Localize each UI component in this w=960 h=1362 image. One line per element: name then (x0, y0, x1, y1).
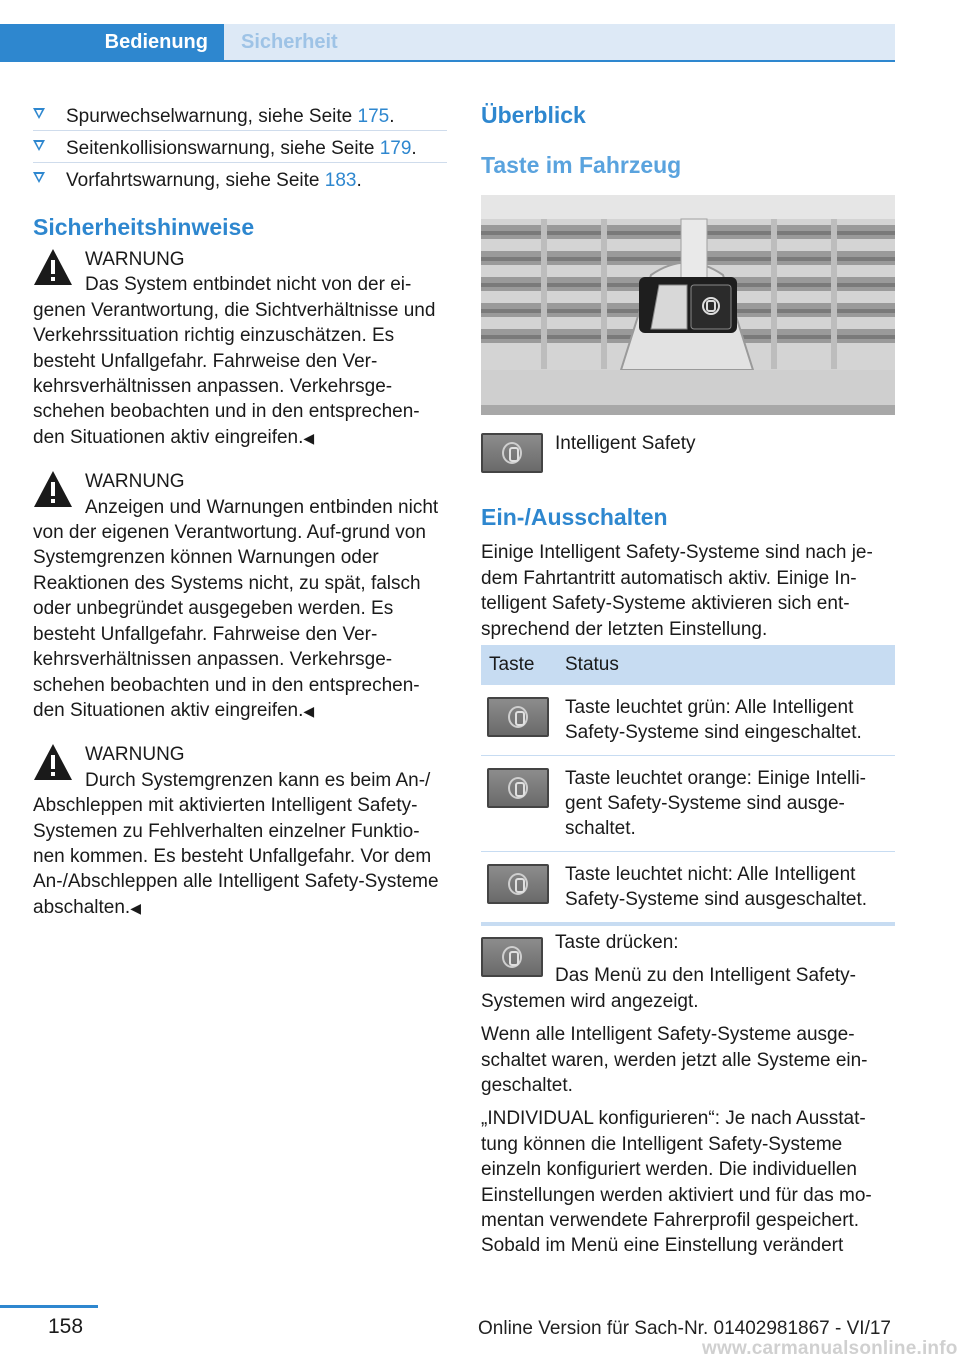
intelligent-safety-button-icon (481, 433, 543, 473)
paragraph: „INDIVIDUAL konfigurieren“: Je nach Ausstat-tung können die Intelligent Safety-Systeme einzeln konfiguriert werden. Die individuellen Einstellungen werden aktiviert und für das mo-mentan verwendete Fahrerprofil gespeichert. Sobald im Menü eine Einstellung verändert (481, 1108, 872, 1257)
table-header-row (481, 645, 895, 685)
watermark: www.carmanualsonline.info (702, 1338, 958, 1359)
status-table (481, 645, 895, 926)
paragraph: Wenn alle Intelligent Safety-Systeme ausge-schaltet waren, werden jetzt alle Systeme ein-geschaltet. (481, 1024, 868, 1097)
warning-label: WARNUNG (85, 471, 185, 493)
triangle-bullet-icon (33, 172, 45, 183)
status-cell: Taste leuchtet grün: Alle Intelligent Safety-Systeme sind eingeschaltet. (557, 685, 895, 756)
onoff-title: Ein-/Ausschalten (481, 504, 668, 530)
page-link[interactable]: 175 (357, 106, 390, 127)
left-column (33, 100, 447, 921)
caption-text: Intelligent Safety (555, 433, 696, 454)
warning-triangle-icon (33, 469, 73, 511)
header-bar (0, 24, 895, 62)
press-instructions (481, 930, 895, 1267)
press-text: Das Menü zu den Intelligent Safety-Systemen wird angezeigt. (481, 965, 857, 1012)
warning-text: Das System entbindet nicht von der ei-genen Verantwortung, die Sichtverhältnisse und Verkehrssituation richtig einzuschätzen. Es besteht Unfallgefahr. Fahrweise den Ver-kehrsverhältnissen anpassen. Verkehrsge-schehen beobachten und in den entsprechen-den Situationen aktiv eingreifen. (33, 274, 436, 448)
vehicle-button-photo (481, 195, 895, 415)
overview-title: Überblick (481, 102, 586, 128)
intelligent-safety-button-icon (487, 697, 549, 737)
intelligent-safety-button-icon (487, 768, 549, 808)
press-label: Taste drücken: (555, 932, 679, 953)
triangle-bullet-icon (33, 140, 45, 151)
intelligent-safety-button-icon (481, 937, 543, 977)
list-item: Vorfahrtswarnung, siehe Seite 183. (33, 164, 447, 195)
header-divider (0, 60, 895, 62)
column-header: Taste (481, 645, 557, 685)
right-column (481, 100, 895, 180)
tab-sicherheit[interactable]: Sicherheit (224, 24, 895, 60)
tab-bedienung[interactable]: Bedienung (0, 24, 224, 60)
list-item: Spurwechselwarnung, siehe Seite 175. (33, 100, 447, 131)
bullet-list (33, 100, 447, 195)
list-item: Seitenkollisionswarnung, siehe Seite 179. (33, 132, 447, 163)
warning-block (33, 247, 447, 451)
triangle-bullet-icon (33, 108, 45, 119)
warning-block (33, 469, 447, 724)
table-row (481, 685, 895, 756)
grille-illustration (481, 195, 895, 415)
footer-divider (0, 1305, 98, 1308)
warning-text: Anzeigen und Warnungen entbinden nicht von der eigenen Verantwortung. Auf-grund von Systemgrenzen können Warnungen oder Reaktionen des Systems nicht, zu spät, falsch oder unbegründet ausgegeben werden. Es besteht Unfallgefahr. Fahrweise den Ver-kehrsverhältnissen anpassen. Verkehrsge-schehen beobachten und in den entsprechen-den Situationen aktiv eingreifen. (33, 496, 439, 721)
end-mark-icon: ◀ (303, 702, 315, 719)
end-mark-icon: ◀ (303, 429, 315, 446)
warning-triangle-icon (33, 247, 73, 289)
status-cell: Taste leuchtet nicht: Alle Intelligent Safety-Systeme sind ausgeschaltet. (557, 852, 895, 925)
warning-block (33, 742, 447, 921)
table-row (481, 852, 895, 925)
status-cell: Taste leuchtet orange: Einige Intelli-gent Safety-Systeme sind ausge-schaltet. (557, 756, 895, 852)
page-link[interactable]: 183 (324, 170, 357, 191)
column-header: Status (557, 645, 895, 685)
subsection-title: Taste im Fahrzeug (481, 152, 682, 178)
warning-triangle-icon (33, 742, 73, 784)
warning-text: Durch Systemgrenzen kann es beim An-/ Abschleppen mit aktivierten Intelligent Safety-Systemen zu Fehlverhalten einzelner Funktio-nen kommen. Es besteht Unfallgefahr. Vor dem An-/Abschleppen alle Intelligent Safety-Systeme abschalten. (33, 769, 439, 918)
online-version-note: Online Version für Sach-Nr. 01402981867 - VI/17 (478, 1318, 891, 1339)
onoff-text: Einige Intelligent Safety-Systeme sind nach je-dem Fahrtantritt automatisch aktiv. Einige In-telligent Safety-Systeme aktivieren sich ent-sprechend der letzten Einstellung. (481, 542, 873, 640)
warning-label: WARNUNG (85, 744, 185, 766)
table-row (481, 756, 895, 852)
warning-label: WARNUNG (85, 249, 185, 270)
section-title: Sicherheitshinweise (33, 214, 255, 240)
intelligent-safety-button-icon (487, 864, 549, 904)
page-number: 158 (48, 1315, 84, 1338)
page-link[interactable]: 179 (379, 138, 412, 159)
end-mark-icon: ◀ (130, 899, 141, 916)
